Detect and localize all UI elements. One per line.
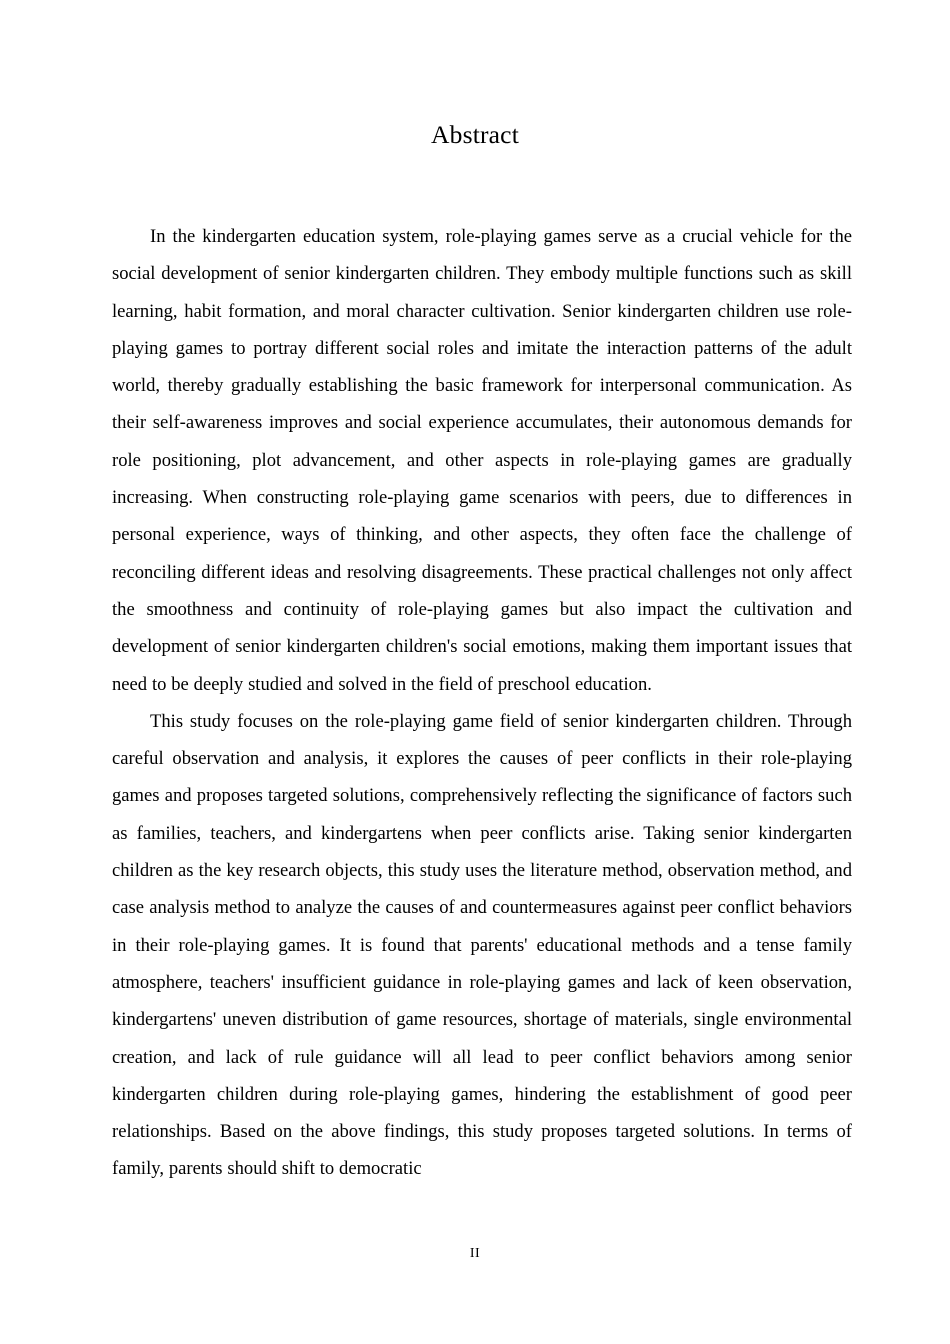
paragraph-2: This study focuses on the role-playing game field of senior kindergarten children. Through careful observation and analysis, it explores the causes of peer conflicts in their role-playing games and proposes targeted solutions, comprehensively reflecting the significance of factors such as families, teachers, and kindergartens when peer conflicts arise. Taking senior kindergarten children as the key research objects, this study uses the literature method, observation method, and case analysis method to analyze the causes of and countermeasures against peer conflict behaviors in their role-playing games. It is found that parents' educational methods and a tense family atmosphere, teachers' insufficient guidance in role-playing games and lack of keen observation, kindergartens' uneven distribution of game resources, shortage of materials, single environmental creation, and lack of rule guidance will all lead to peer conflict behaviors among senior kindergarten children during role-playing games, hindering the establishment of good peer relationships. Based on the above findings, this study proposes targeted solutions. In terms of family, parents should shift to democratic	[112, 710, 852, 1180]
page-number-footer: II	[469, 1246, 481, 1261]
paragraph-1: In the kindergarten education system, role-playing games serve as a crucial vehicle for the social development of senior kindergarten children. They embody multiple functions such as skill learning, habit formation, and moral character cultivation. Senior kindergarten children use role-playing games to portray different social roles and imitate the interaction patterns of the adult world, thereby gradually establishing the basic framework for interpersonal communication. As their self-awareness improves and social experience accumulates, their autonomous demands for role positioning, plot advancement, and other aspects in role-playing games are gradually increasing. When constructing role-playing game scenarios with peers, due to differences in personal experience, ways of thinking, and other aspects, they often face the challenge of reconciling different ideas and resolving disagreements. These practical challenges not only affect the smoothness and continuity of role-playing games but also impact the cultivation and development of senior kindergarten children's social emotions, making them important issues that need to be deeply studied and solved in the field of preschool education.	[112, 226, 852, 695]
abstract-body	[112, 218, 852, 1188]
page-title: Abstract	[431, 120, 519, 149]
